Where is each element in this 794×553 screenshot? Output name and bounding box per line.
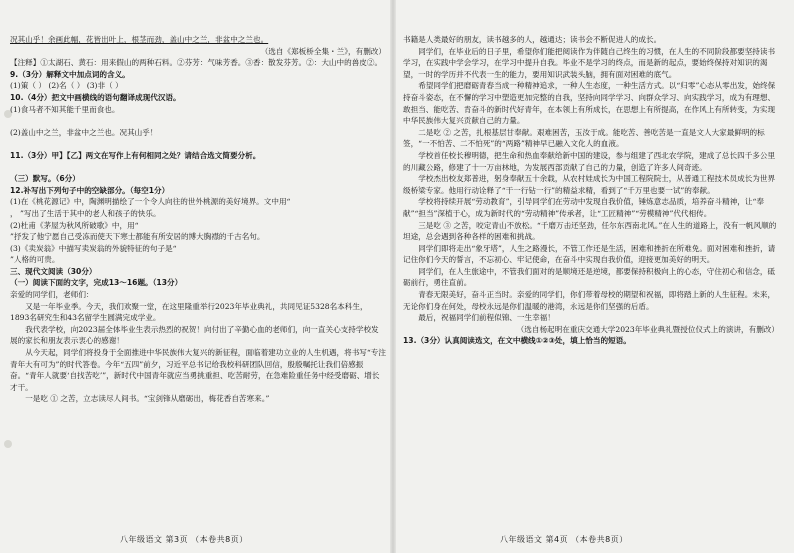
speech-paragraph: 同学们，在人生旅途中，不管我们面对的是顺境还是逆境，都要保持积极向上的心态，守住初心和信念，砥砺前行，勇往直前。 bbox=[403, 266, 776, 288]
speech-paragraph: 从今天起，同学们将投身于全面推进中华民族伟大复兴的新征程，面临着建功立业的人生机遇，将书写“专注青年大有可为”的时代答卷。今年“五四”前夕，习近平总书记给我校科研团队回信，殷殷嘱托让我们倍感振奋。“青年人就要‘自找苦吃’”，新时代中国青年就应当勇挑重担、吃苦耐劳，在急难险重任务中经受磨砺、增长才干。 bbox=[10, 348, 386, 392]
question-9-items: (1)策（ ） (2)名（ ） (3)非（ ） bbox=[10, 81, 123, 91]
right-page bbox=[403, 34, 779, 347]
question-12-item-3a: (3)《卖炭翁》中描写卖炭翁的外貌特征的句子是“ bbox=[10, 243, 177, 253]
speech-paragraph: 书籍是人类最好的朋友，读书越多的人，越通达；读书会不断促进人的成长。 bbox=[403, 35, 662, 44]
passage-tail: 况其山乎！余画此幅，花皆出叶上，根茎而劲，盖山中之兰，非盆中之兰也。 bbox=[10, 35, 269, 44]
speech-paragraph: 一是吃 ① 之苦，立志读尽人间书。“宝剑锋从磨砺出，梅花香自苦寒来。” bbox=[25, 394, 270, 404]
speech-paragraph: 又是一年毕业季。今天，我们欢聚一堂，在这里隆重举行2023年毕业典礼，共同见证5328名本科生，1893名研究生和43名留学生圆满完成学业。 bbox=[10, 301, 368, 323]
speech-paragraph: 学校杰出校友郑普进，躬身奉献五十余载，从农村娃成长为中国工程院院士，从普通工程技术员成长为世界级桥梁专家。他用行动诠释了“干一行钻一行”的精益求精，看到了“千万里也要一试”的奉献。 bbox=[403, 174, 776, 195]
question-10-item-1: (1)食马者不知其能千里而食也。 bbox=[10, 104, 120, 114]
speech-paragraph: 学校将持续开展“劳动教育”，引导同学们在劳动中发现自我价值，锤炼意志品质，培养奋斗精神，让“奉献”“担当”深植于心，成为新时代的“劳动精神”传承者，让“工匠精神”“劳模精神”代代相传。 bbox=[403, 197, 764, 218]
answer-space[interactable] bbox=[10, 115, 386, 127]
question-12: 12.补写出下列句子中的空缺部分。（每空1分） bbox=[10, 185, 170, 195]
question-12-item-2b: ”抒发了他宁愿自己受冻而使天下寒士都能有所安居的博大胸襟的千古名句。 bbox=[10, 232, 265, 242]
reading-instruction: （一）阅读下面的文字，完成13～16题。（13分） bbox=[10, 278, 183, 288]
speech-paragraph: 三是吃 ③ 之苦，咬定青山不放松。“千磨万击还坚劲，任尔东西南北风。”在人生的道路上，没有一帆风顺的坦途，总会遇到各种各样的困难和挑战。 bbox=[403, 220, 777, 242]
footer-left: 八年级语文 第3页 （本卷共8页） bbox=[120, 535, 248, 544]
speech-paragraph: 我代表学校，向2023届全体毕业生表示热烈的祝贺！向付出了辛勤心血的老师们，向一直关心支持学校发展的家长和朋友表示衷心的感谢！ bbox=[10, 324, 379, 346]
speech-paragraph: 二是吃 ② 之苦，扎根基层甘奉献。艰难困苦，玉汝于成。能吃苦、善吃苦是一直是文人大家最鲜明的标签，“一不怕苦、二不怕死”的“两路”精神早已融入文化人的血液。 bbox=[403, 127, 765, 149]
speech-paragraph: 学校首任校长穆明德，把生命和热血奉献给新中国的建设，参与组建了西北农学院，建成了总长四千多公里的川藏公路，修建了十一万亩林地，为发展西部贡献了自己的力量，创造了许多人间奇迹。 bbox=[403, 150, 776, 172]
question-11: 11.（3分）甲】【乙】两文在写作上有何相同之处？请结合选文简要分析。 bbox=[10, 150, 261, 160]
speech-salutation: 亲爱的同学们，老师们： bbox=[10, 290, 94, 300]
question-12-item-1b: ， ”写出了生活于其中的老人和孩子的快乐。 bbox=[10, 208, 161, 218]
speech-closing: 最后，祝福同学们前程似锦、一生幸福！ bbox=[418, 313, 555, 323]
question-10-item-2: (2)盖山中之兰，非盆中之兰也。况其山乎！ bbox=[10, 127, 158, 137]
footer-right: 八年级语文 第4页 （本卷共8页） bbox=[500, 535, 628, 544]
annotations: 【注释】①太湖石、黄石：用来假山的两种石料。②芬芳：气味芳香。③香：散发芬芳。②：大山中的兽皮②。 bbox=[10, 58, 383, 68]
answer-space[interactable] bbox=[10, 138, 386, 150]
page-fold bbox=[390, 0, 396, 553]
speech-paragraph: 希望同学们把磨砺青春当成一种精神追求，一种人生态度，一种生活方式。以“归零”心态从零出发，始终保持奋斗姿态，在不懈的学习中塑造更加完整的自我，坚持向同学学习、向群众学习、向实践学习，成为有理想、敢担当、能吃苦、肯奋斗的新时代好青年，在本领上有所成长，在思想上有所提高，在作风上有所转变，为实现中华民族伟大复兴贡献自己的力量。 bbox=[403, 81, 776, 126]
section-modern-reading: 三、现代文阅读（30分） bbox=[10, 266, 97, 276]
passage-source: （选自《郑板桥全集・兰》，有删改） bbox=[260, 46, 386, 56]
question-12-item-2a: (2)杜甫《茅屋为秋风所破歌》中，用“ bbox=[10, 220, 139, 230]
binding-hole bbox=[4, 440, 12, 448]
section-dictation: （三）默写。（6分） bbox=[10, 174, 80, 184]
speech-paragraph: 同学们，在毕业后的日子里，希望你们能把阅读作为伴随自己终生的习惯，在人生的不同阶段都要坚持读书学习，在实践中学会学习，在学习中提升自我。毕业不是学习的终点，而是新的起点，要始终保持对知识的渴望，一时的学历并不代表一生的能力，要用知识武装头脑，拥有面对困难的底气。 bbox=[403, 46, 776, 79]
answer-space[interactable] bbox=[10, 162, 386, 174]
speech-paragraph: 同学们即将走出“象牙塔”，人生之路漫长，不管工作还是生活，困难和挫折在所难免。面对困难和挫折，请记住你们今天的誓言，不忘初心、牢记使命，在奋斗中实现自我价值，迎接更加美好的明天。 bbox=[403, 243, 776, 265]
left-page bbox=[10, 34, 386, 405]
question-12-item-3b: ”人格的可贵。 bbox=[10, 255, 60, 265]
question-13: 13.（3分）认真阅读选文，在文中横线①②③处，填上恰当的短语。 bbox=[403, 336, 631, 346]
speech-paragraph: 青春无限美好，奋斗正当时。亲爱的同学们，你们带着母校的期望和祝福，即将踏上新的人生征程。未来，无论你们身在何处，母校永远是你们温暖的港湾，永远是你们坚强的后盾。 bbox=[403, 290, 776, 311]
question-10: 10.（4分）把文中画横线的语句翻译成现代汉语。 bbox=[10, 92, 181, 102]
speech-source: （选自杨起明在重庆交通大学2023年毕业典礼暨授位仪式上的演讲，有删改） bbox=[516, 324, 779, 334]
question-12-item-1a: (1)在《桃花源记》中，陶渊明描绘了一个令人向往的世外桃源的美好境界。文中用“ bbox=[10, 197, 291, 207]
question-9: 9.（3分）解释文中加点词的含义。 bbox=[10, 69, 130, 79]
